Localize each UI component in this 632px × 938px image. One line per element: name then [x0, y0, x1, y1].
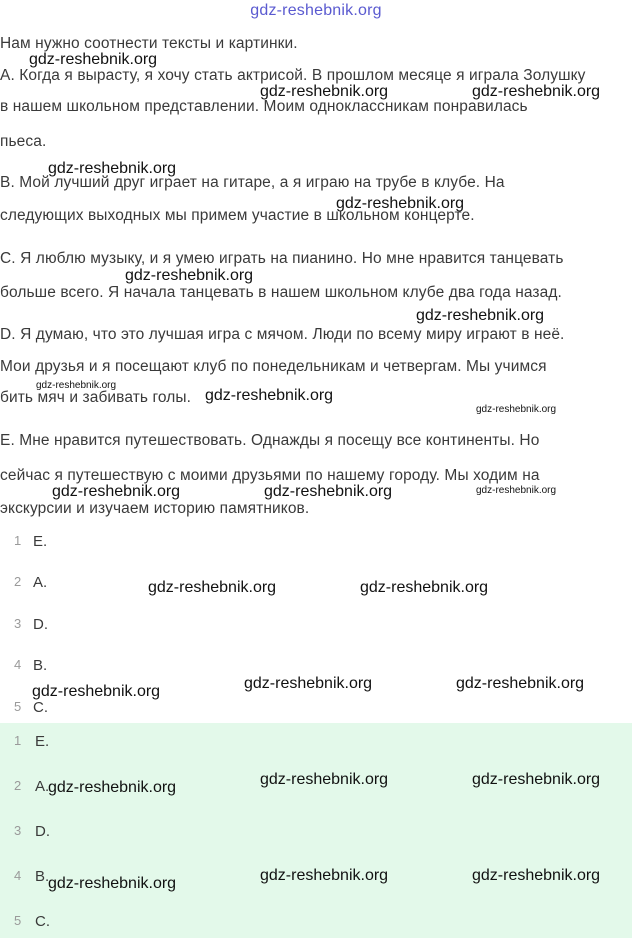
task-text-d-line3: бить мяч и забивать голы. — [0, 389, 192, 406]
answer-letter: B. — [35, 868, 50, 885]
watermark: gdz-reshebnik.org — [32, 683, 161, 700]
watermark: gdz-reshebnik.org — [476, 485, 557, 496]
watermark: gdz-reshebnik.org — [29, 51, 158, 68]
task-text-d-line1: D. Я думаю, что это лучшая игра с мячом. Люди по всему миру играют в неё. — [0, 326, 565, 343]
watermark: gdz-reshebnik.org — [336, 195, 465, 212]
answer-number: 3 — [14, 616, 22, 631]
task-text-e-line3: экскурсии и изучаем историю памятников. — [0, 500, 310, 517]
task-text-c-line2: больше всего. Я начала танцевать в нашем школьном клубе два года назад. — [0, 284, 562, 301]
watermark: gdz-reshebnik.org — [260, 867, 389, 884]
watermark: gdz-reshebnik.org — [244, 675, 373, 692]
watermark: gdz-reshebnik.org — [260, 83, 389, 100]
answer-number: 4 — [14, 868, 22, 883]
answer-highlight-box — [0, 723, 632, 938]
watermark: gdz-reshebnik.org — [48, 779, 177, 796]
task-text-b-line1: B. Мой лучший друг играет на гитаре, а я играю на трубе в клубе. На — [0, 174, 505, 191]
watermark: gdz-reshebnik.org — [456, 675, 585, 692]
watermark: gdz-reshebnik.org — [205, 387, 334, 404]
task-text-b-line2: следующих выходных мы примем участие в школьном концерте. — [0, 207, 475, 224]
answer-letter: D. — [35, 823, 50, 840]
answer-letter: B. — [33, 657, 48, 674]
watermark: gdz-reshebnik.org — [148, 579, 277, 596]
answer-number: 5 — [14, 699, 22, 714]
watermark: gdz-reshebnik.org — [125, 267, 254, 284]
answer-number: 1 — [14, 533, 22, 548]
watermark: gdz-reshebnik.org — [260, 771, 389, 788]
answer-letter: A. — [33, 574, 48, 591]
answer-number: 2 — [14, 574, 22, 589]
watermark: gdz-reshebnik.org — [264, 483, 393, 500]
task-text-d-line2: Мои друзья и я посещают клуб по понедельникам и четвергам. Мы учимся — [0, 358, 547, 375]
answer-letter: C. — [33, 699, 48, 716]
answer-number: 1 — [14, 733, 22, 748]
site-watermark-top: gdz-reshebnik.org — [250, 2, 382, 19]
answer-number: 5 — [14, 913, 22, 928]
watermark: gdz-reshebnik.org — [476, 404, 557, 415]
watermark: gdz-reshebnik.org — [416, 307, 545, 324]
task-text-c-line1: C. Я люблю музыку, и я умею играть на пианино. Но мне нравится танцевать — [0, 250, 564, 267]
answer-letter: E. — [35, 733, 50, 750]
watermark: gdz-reshebnik.org — [360, 579, 489, 596]
watermark: gdz-reshebnik.org — [472, 83, 601, 100]
task-text-a-line1: A. Когда я вырасту, я хочу стать актрисой. В прошлом месяце я играла Золушку — [0, 67, 586, 84]
answer-number: 2 — [14, 778, 22, 793]
task-text-e-line2: сейчас я путешествую с моими друзьями по нашему городу. Мы ходим на — [0, 467, 540, 484]
answer-number: 3 — [14, 823, 22, 838]
task-text-a-line2: в нашем школьном представлении. Моим одноклассникам понравилась — [0, 98, 528, 115]
answer-number: 4 — [14, 657, 22, 672]
answer-letter: A. — [35, 778, 50, 795]
task-text-e-line1: E. Мне нравится путешествовать. Однажды я посещу все континенты. Но — [0, 432, 540, 449]
answer-letter: C. — [35, 913, 50, 930]
watermark: gdz-reshebnik.org — [472, 771, 601, 788]
watermark: gdz-reshebnik.org — [36, 380, 117, 391]
answer-letter: E. — [33, 533, 48, 550]
watermark: gdz-reshebnik.org — [48, 160, 177, 177]
task-intro: Нам нужно соотнести тексты и картинки. — [0, 35, 298, 52]
answer-letter: D. — [33, 616, 48, 633]
watermark: gdz-reshebnik.org — [48, 875, 177, 892]
task-text-a-line3: пьеса. — [0, 133, 47, 150]
watermark: gdz-reshebnik.org — [52, 483, 181, 500]
watermark: gdz-reshebnik.org — [472, 867, 601, 884]
